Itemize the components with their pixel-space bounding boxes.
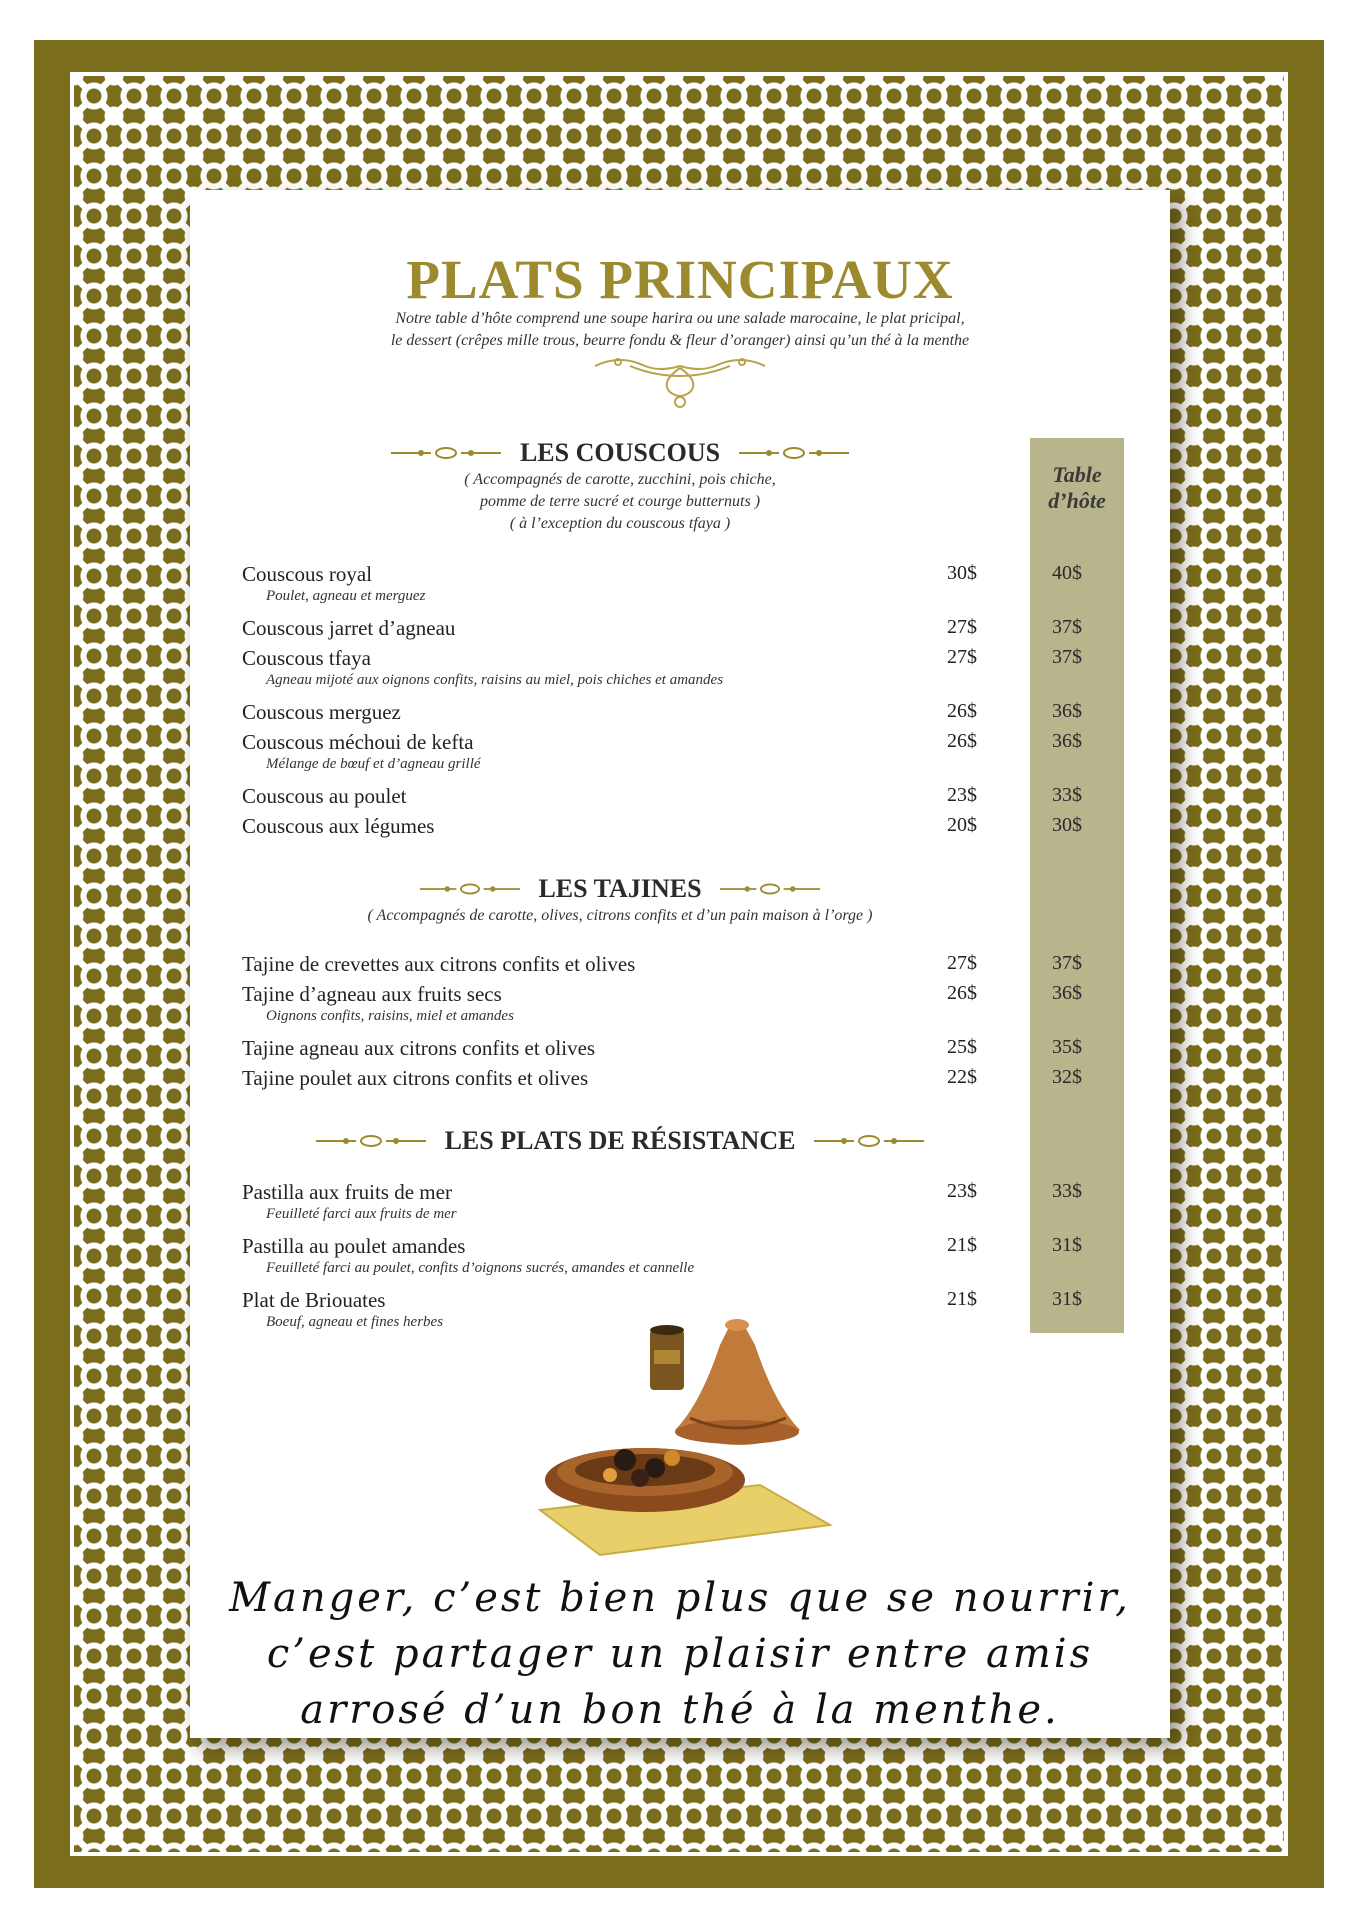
intro-line-1: Notre table d’hôte comprend une soupe harira ou une salade marocaine, le plat pricipal, — [395, 310, 965, 327]
table-dhote-header-line-2: d’hôte — [1048, 488, 1106, 513]
quote-line-3: arrosé d’un bon thé à la menthe. — [300, 1687, 1060, 1733]
dish-name: Tajine de crevettes aux citrons confits et olives — [242, 952, 636, 976]
dish-name: Plat de Briouates — [242, 1288, 386, 1312]
dish-price: 30$ — [947, 562, 977, 584]
section-tajines-title: LES TAJINES — [538, 874, 702, 904]
table-dhote-header-line-1: Table — [1052, 462, 1102, 487]
quote-line-1: Manger, c’est bien plus que se nourrir, — [229, 1575, 1131, 1621]
dish-name: Tajine d’agneau aux fruits secs — [242, 982, 502, 1006]
table-dhote-price: 30$ — [1052, 814, 1082, 836]
couscous-note-line-2: pomme de terre sucré et courge butternuts ) — [479, 493, 761, 510]
dish-name: Couscous royal — [242, 562, 373, 586]
dish-description: Agneau mijoté aux oignons confits, raisins au miel, pois chiches et amandes — [266, 672, 724, 688]
table-dhote-price: 36$ — [1052, 982, 1082, 1004]
dish-name: Couscous merguez — [242, 700, 401, 724]
dish-price: 27$ — [947, 952, 977, 974]
divider-scroll-icon — [739, 446, 849, 460]
dish-description: Oignons confits, raisins, miel et amandes — [266, 1008, 514, 1024]
table-dhote-price: 37$ — [1052, 646, 1082, 668]
table-dhote-price: 33$ — [1052, 1180, 1082, 1202]
tajine-dish-image — [530, 1310, 840, 1560]
table-dhote-price: 32$ — [1052, 1066, 1082, 1088]
ornament-flourish-icon — [590, 352, 770, 410]
menu-page — [190, 190, 1170, 1738]
divider-scroll-icon — [420, 882, 520, 896]
closing-quote — [190, 1570, 1170, 1738]
dish-price: 23$ — [947, 1180, 977, 1202]
section-resistance-title: LES PLATS DE RÉSISTANCE — [444, 1126, 796, 1156]
table-dhote-price: 31$ — [1052, 1234, 1082, 1256]
table-dhote-price: 36$ — [1052, 730, 1082, 752]
quote-line-2: c’est partager un plaisir entre amis — [266, 1631, 1094, 1677]
menu-item-row — [242, 616, 1082, 646]
table-dhote-price: 35$ — [1052, 1036, 1082, 1058]
table-dhote-price: 31$ — [1052, 1288, 1082, 1310]
table-dhote-price: 37$ — [1052, 952, 1082, 974]
dish-description: Boeuf, agneau et fines herbes — [266, 1314, 444, 1330]
dish-price: 20$ — [947, 814, 977, 836]
dish-name: Couscous au poulet — [242, 784, 407, 808]
menu-item-row — [242, 982, 1082, 1024]
dish-name: Couscous tfaya — [242, 646, 371, 670]
dish-price: 21$ — [947, 1234, 977, 1256]
menu-item-row — [242, 814, 1082, 844]
divider-scroll-icon — [316, 1134, 426, 1148]
dish-price: 23$ — [947, 784, 977, 806]
dish-price: 26$ — [947, 700, 977, 722]
divider-scroll-icon — [814, 1134, 924, 1148]
menu-item-row — [242, 1180, 1082, 1222]
table-dhote-price: 33$ — [1052, 784, 1082, 806]
dish-name: Couscous méchoui de kefta — [242, 730, 474, 754]
menu-item-row — [242, 700, 1082, 730]
table-dhote-price: 36$ — [1052, 700, 1082, 722]
dish-price: 26$ — [947, 730, 977, 752]
menu-item-row — [242, 1234, 1082, 1276]
couscous-note-line-1: ( Accompagnés de carotte, zucchini, pois chiche, — [464, 471, 776, 488]
dish-price: 27$ — [947, 616, 977, 638]
menu-item-row — [242, 730, 1082, 772]
section-couscous-header — [130, 436, 1110, 468]
section-tajines-header — [130, 872, 1110, 904]
page-title: PLATS PRINCIPAUX — [406, 249, 954, 310]
menu-item-row — [242, 784, 1082, 814]
dish-price: 27$ — [947, 646, 977, 668]
dish-name: Tajine poulet aux citrons confits et olives — [242, 1066, 589, 1090]
section-resistance-header — [130, 1124, 1110, 1156]
dish-description: Poulet, agneau et merguez — [266, 588, 426, 604]
dish-description: Feuilleté farci au poulet, confits d’oignons sucrés, amandes et cannelle — [266, 1260, 695, 1276]
dish-price: 21$ — [947, 1288, 977, 1310]
menu-item-row — [242, 646, 1082, 688]
couscous-note-line-3: ( à l’exception du couscous tfaya ) — [509, 515, 731, 532]
dish-price: 22$ — [947, 1066, 977, 1088]
table-dhote-price: 40$ — [1052, 562, 1082, 584]
tajines-note: ( Accompagnés de carotte, olives, citrons confits et d’un pain maison à l’orge ) — [367, 907, 873, 924]
dish-price: 25$ — [947, 1036, 977, 1058]
menu-item-row — [242, 1036, 1082, 1066]
dish-description: Feuilleté farci aux fruits de mer — [266, 1206, 457, 1222]
menu-item-row — [242, 952, 1082, 982]
divider-scroll-icon — [391, 446, 501, 460]
menu-item-row — [242, 562, 1082, 604]
dish-name: Tajine agneau aux citrons confits et olives — [242, 1036, 596, 1060]
menu-item-row — [242, 1066, 1082, 1096]
section-couscous-title: LES COUSCOUS — [519, 438, 721, 468]
dish-price: 26$ — [947, 982, 977, 1004]
divider-scroll-icon — [720, 882, 820, 896]
table-dhote-price: 37$ — [1052, 616, 1082, 638]
dish-name: Couscous aux légumes — [242, 814, 435, 838]
intro-line-2: le dessert (crêpes mille trous, beurre fondu & fleur d’oranger) ainsi qu’un thé à la menthe — [390, 332, 970, 349]
dish-name: Pastilla aux fruits de mer — [242, 1180, 452, 1204]
dish-description: Mélange de bœuf et d’agneau grillé — [266, 756, 481, 772]
dish-name: Couscous jarret d’agneau — [242, 616, 456, 640]
dish-name: Pastilla au poulet amandes — [242, 1234, 466, 1258]
